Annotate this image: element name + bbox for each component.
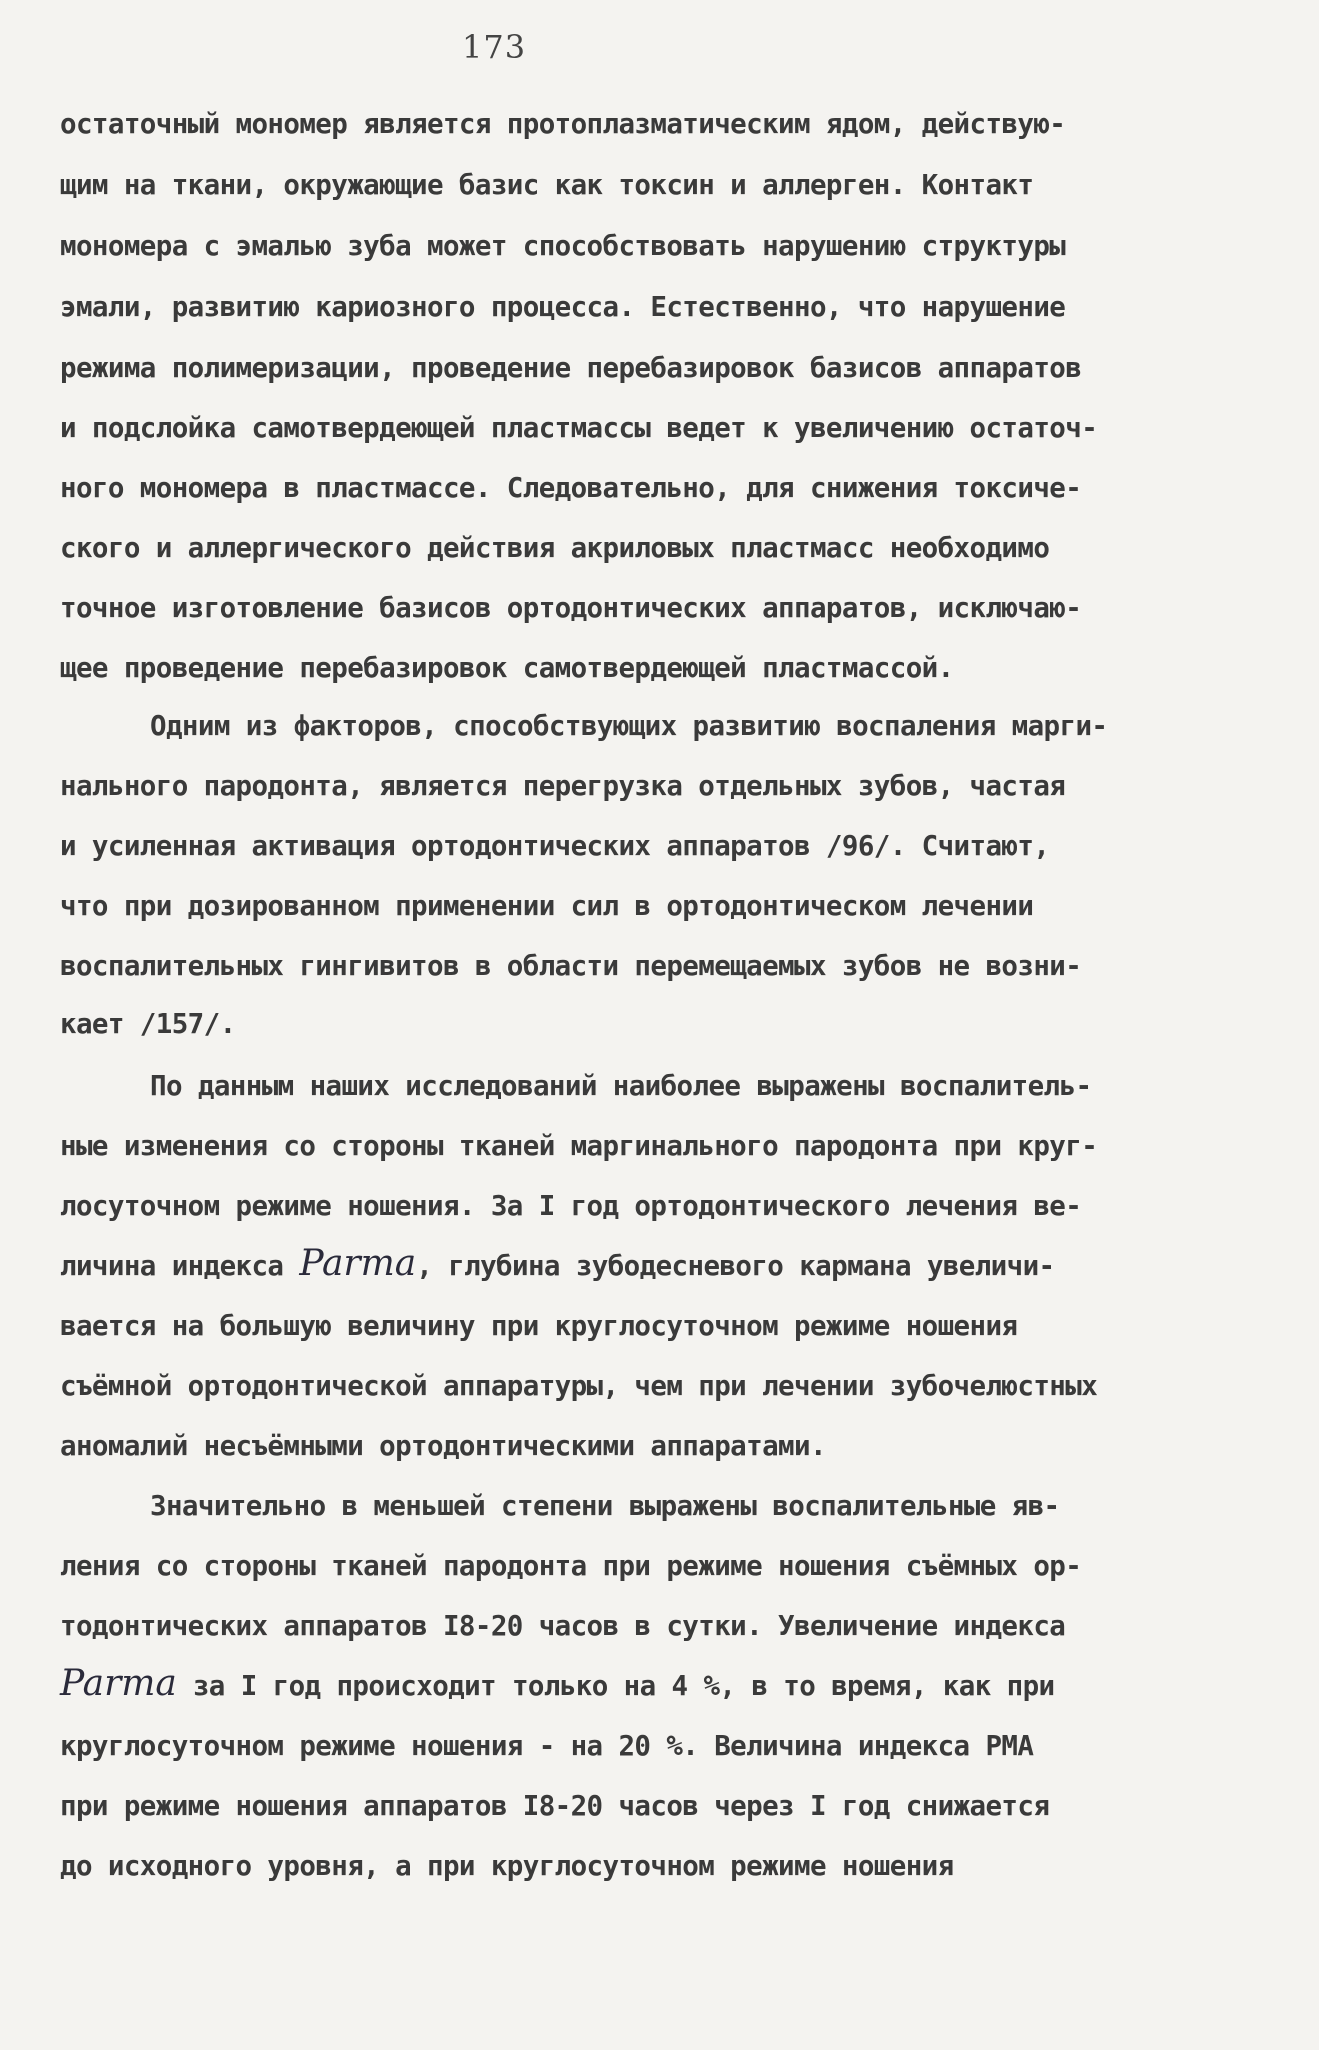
text-line: кает /157/. — [60, 1008, 236, 1040]
text-line: ления со стороны тканей пародонта при режиме ношения съёмных ор- — [60, 1550, 1082, 1582]
text-line: лосуточном режиме ношения. За I год ортодонтического лечения ве- — [60, 1190, 1082, 1222]
text-line: аномалий несъёмными ортодонтическими аппаратами. — [60, 1430, 826, 1462]
text-line: точное изготовление базисов ортодонтических аппаратов, исключаю- — [60, 592, 1082, 624]
text-line: и усиленная активация ортодонтических аппаратов /96/. Считают, — [60, 830, 1050, 862]
text-line: ного мономера в пластмассе. Следовательно, для снижения токсиче- — [60, 472, 1082, 504]
handwritten-word: Parma — [299, 1243, 417, 1284]
text-line: съёмной ортодонтической аппаратуры, чем при лечении зубочелюстных — [60, 1370, 1098, 1402]
text-line: до исходного уровня, а при круглосуточном режиме ношения — [60, 1850, 954, 1882]
text-line: что при дозированном применении сил в ортодонтическом лечении — [60, 890, 1034, 922]
text-line: ского и аллергического действия акриловых пластмасс необходимо — [60, 532, 1050, 564]
handwritten-word: Parma — [60, 1663, 177, 1704]
text-line: По данным наших исследований наиболее выражены воспалитель- — [150, 1070, 1092, 1102]
text-line: остаточный мономер является протоплазматическим ядом, действую- — [60, 108, 1066, 140]
text-line-with-handwriting — [60, 1664, 1055, 1706]
text-line: воспалительных гингивитов в области перемещаемых зубов не возни- — [60, 950, 1082, 982]
text-line: эмали, развитию кариозного процесса. Естественно, что нарушение — [60, 291, 1066, 323]
text-line: тодонтических аппаратов I8-20 часов в сутки. Увеличение индекса — [60, 1610, 1066, 1642]
text-segment: личина индекса — [60, 1250, 300, 1282]
text-line: при режиме ношения аппаратов I8-20 часов через I год снижается — [60, 1790, 1050, 1822]
text-segment: за I год происходит только на 4 %, в то время, как при — [176, 1670, 1055, 1702]
text-line: щим на ткани, окружающие базис как токсин и аллерген. Контакт — [60, 169, 1034, 201]
text-line: и подслойка самотвердеющей пластмассы ведет к увеличению остаточ- — [60, 412, 1098, 444]
text-line: ные изменения со стороны тканей маргинального пародонта при круг- — [60, 1130, 1098, 1162]
text-line: вается на большую величину при круглосуточном режиме ношения — [60, 1310, 1018, 1342]
page-number: 173 — [462, 28, 527, 66]
text-line: щее проведение перебазировок самотвердеющей пластмассой. — [60, 652, 954, 684]
text-line: режима полимеризации, проведение перебазировок базисов аппаратов — [60, 352, 1082, 384]
text-line: Значительно в меньшей степени выражены воспалительные яв- — [150, 1490, 1060, 1522]
text-line: Одним из факторов, способствующих развитию воспаления марги- — [150, 710, 1108, 742]
text-segment: , глубина зубодесневого кармана увеличи- — [416, 1250, 1055, 1282]
text-line: мономера с эмалью зуба может способствовать нарушению структуры — [60, 230, 1066, 262]
text-line-with-handwriting — [60, 1244, 1055, 1286]
text-line: круглосуточном режиме ношения - на 20 %. Величина индекса РМА — [60, 1730, 1034, 1762]
text-line: нального пародонта, является перегрузка отдельных зубов, частая — [60, 770, 1066, 802]
